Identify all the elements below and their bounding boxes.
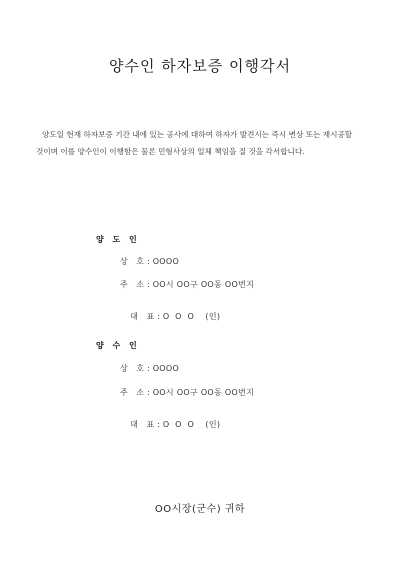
field-value: OO시 OO구 OO동 OO번지 (152, 388, 255, 397)
field-separator: : (147, 364, 150, 373)
field-value: OOOO (152, 364, 180, 373)
field-separator: : (157, 420, 160, 429)
document-title: 양수인 하자보증 이행각서 (109, 57, 291, 75)
field-value: OO시 OO구 OO동 OO번지 (152, 280, 255, 289)
field-label: 주 소 (120, 388, 147, 397)
field-value: O O O (인) (162, 420, 221, 429)
field-separator: : (157, 312, 160, 321)
field-separator: : (147, 388, 150, 397)
field-label: 상 호 (120, 257, 147, 266)
transferor-address-field (120, 279, 254, 290)
transferee-representative-field (120, 410, 220, 439)
pledge-statement: 양도일 현재 하자보증 기간 내에 있는 공사에 대하여 하자가 발견시는 즉시 변상 또는 재시공할 것이며 이를 양수인이 이행함은 물론 민형사상의 일체 책임을 질 것을 각서합니다. (36, 130, 353, 156)
transferor-heading: 양 도 인 (96, 235, 140, 244)
field-label: 상 호 (120, 364, 147, 373)
transferor-representative-field (120, 302, 220, 331)
field-separator: : (147, 280, 150, 289)
field-value: O O O (인) (162, 312, 221, 321)
field-label: 대 표 (130, 312, 158, 321)
field-value: OOOO (152, 257, 180, 266)
field-label: 주 소 (120, 280, 147, 289)
transferee-heading: 양 수 인 (96, 341, 140, 350)
addressee: OO시장(군수) 귀하 (154, 504, 246, 515)
transferor-company-field (120, 256, 179, 267)
field-label: 대 표 (130, 420, 158, 429)
transferee-company-field (120, 363, 179, 374)
field-separator: : (147, 257, 150, 266)
transferee-address-field (120, 387, 254, 398)
